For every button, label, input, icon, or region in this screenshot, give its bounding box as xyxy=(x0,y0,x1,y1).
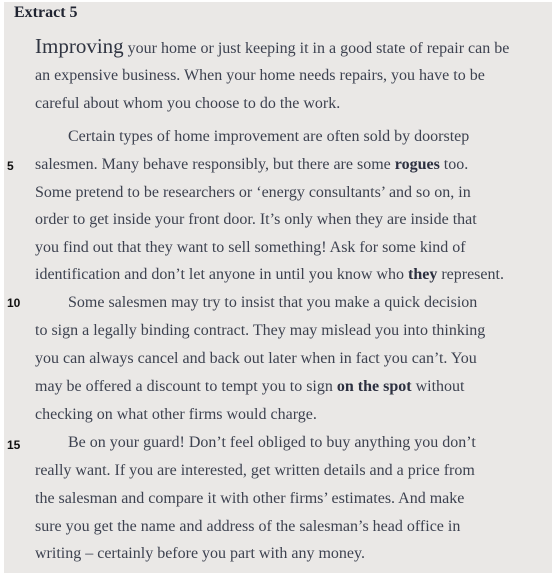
text-line-18: sure you get the name and address of the salesman’s head office in xyxy=(35,518,461,535)
bold-they: they xyxy=(407,266,438,283)
line-number-15: 15 xyxy=(7,438,21,452)
text-line-9: identification and don’t let anyone in until you know who they represent. xyxy=(35,266,504,283)
line-number-10: 10 xyxy=(7,296,21,310)
extract-title: Extract 5 xyxy=(14,4,78,21)
text-line-11: to sign a legally binding contract. They may mislead you into thinking xyxy=(35,322,486,339)
text-line-16: really want. If you are interested, get written details and a price from xyxy=(35,462,475,479)
text-line-4: Certain types of home improvement are often sold by doorstep xyxy=(68,128,470,145)
text-line-7: order to get inside your front door. It’s only when they are inside that xyxy=(35,211,477,228)
bold-rogues: rogues xyxy=(394,156,440,173)
text-line-13: may be offered a discount to tempt you to sign on the spot without xyxy=(35,378,465,395)
text-line-8: you find out that they want to sell something! Ask for some kind of xyxy=(35,239,466,256)
text-line-1: Improving your home or just keeping it in a good state of repair can be xyxy=(35,34,510,58)
text-line-15: Be on your guard! Don’t feel obliged to buy anything you don’t xyxy=(68,434,476,451)
text-line-3: careful about whom you choose to do the work. xyxy=(35,95,341,112)
drop-word: Improving xyxy=(35,34,124,58)
extract-page xyxy=(4,2,552,573)
bold-on-the-spot: on the spot xyxy=(336,378,412,395)
text-line-12: you can always cancel and back out later when in fact you can’t. You xyxy=(35,350,477,367)
text-line-17: the salesman and compare it with other firms’ estimates. And make xyxy=(35,490,465,507)
text-line-2: an expensive business. When your home needs repairs, you have to be xyxy=(35,67,485,84)
text-line-19: writing – certainly before you part with any money. xyxy=(35,545,365,562)
text-line-10: Some salesmen may try to insist that you make a quick decision xyxy=(68,294,478,311)
line-number-5: 5 xyxy=(7,159,14,173)
text-line-6: Some pretend to be researchers or ‘energy consultants’ and so on, in xyxy=(35,184,471,201)
text-line-14: checking on what other firms would charge. xyxy=(35,406,317,423)
text-line-5: salesmen. Many behave responsibly, but there are some rogues too. xyxy=(35,156,469,173)
